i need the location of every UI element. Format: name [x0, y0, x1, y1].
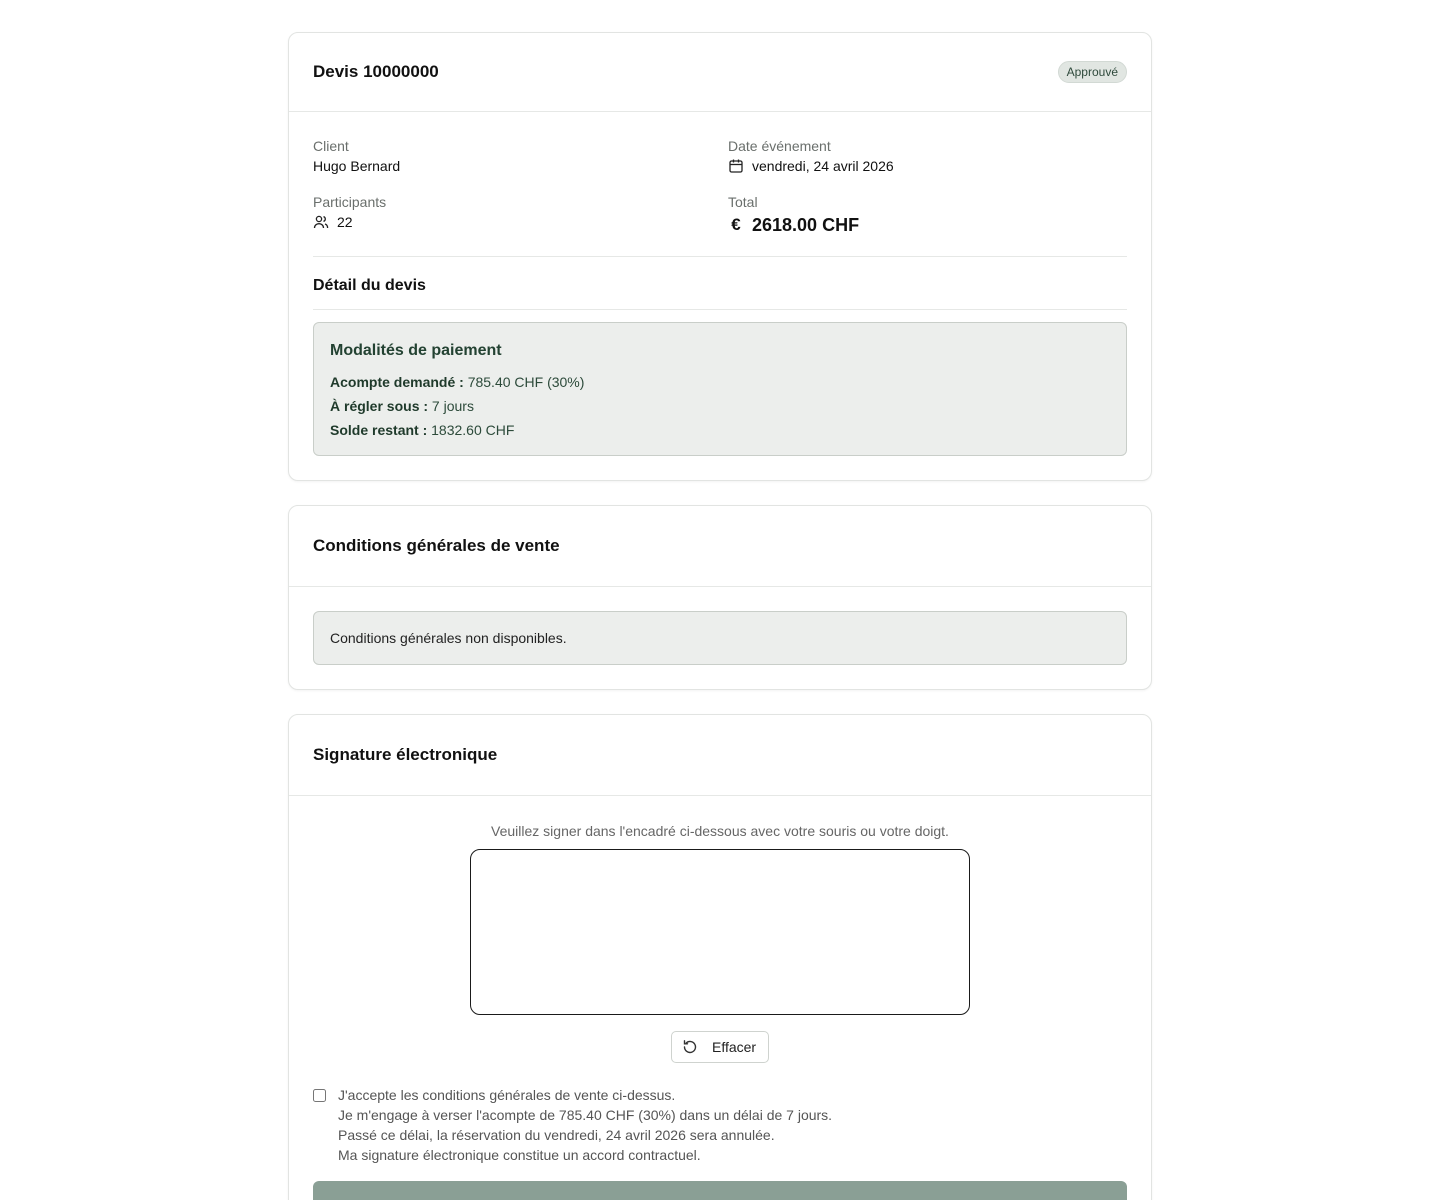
date-value-row [728, 157, 894, 175]
detail-title: Détail du devis [313, 257, 1127, 310]
status-badge: Approuvé [1058, 61, 1127, 83]
date-info [728, 137, 894, 175]
cgv-message: Conditions générales non disponibles. [313, 611, 1127, 665]
accept-line-3: Passé ce délai, la réservation du vendredi, 24 avril 2026 sera annulée. [338, 1127, 775, 1143]
client-label: Client [313, 138, 349, 154]
deposit-label: Acompte demandé : [330, 374, 464, 390]
balance-label: Solde restant : [330, 422, 428, 438]
cgv-title: Conditions générales de vente [313, 536, 560, 555]
total-info [728, 193, 859, 234]
accept-row [313, 1089, 1127, 1165]
quote-header [289, 33, 1151, 112]
calendar-icon [728, 158, 744, 174]
participants-info [313, 193, 386, 231]
deposit-line [330, 370, 1110, 394]
total-label: Total [728, 194, 758, 210]
due-line [330, 394, 1110, 418]
participants-value: 22 [337, 214, 353, 230]
cgv-card [288, 505, 1152, 690]
signature-card [288, 714, 1152, 1200]
signature-header [289, 715, 1151, 796]
client-value: Hugo Bernard [313, 158, 401, 174]
refresh-icon [682, 1039, 698, 1055]
signature-pad[interactable] [470, 849, 970, 1015]
balance-line [330, 418, 1110, 442]
participants-value-row [313, 213, 386, 231]
quote-card [288, 32, 1152, 481]
accept-line-1: J'accepte les conditions générales de vente ci-dessus. [338, 1087, 676, 1103]
balance-value: 1832.60 CHF [431, 422, 515, 438]
accept-checkbox[interactable] [313, 1089, 326, 1102]
signature-title: Signature électronique [313, 745, 498, 764]
client-info [313, 137, 400, 175]
payment-terms-box [313, 322, 1127, 456]
due-value: 7 jours [431, 398, 474, 414]
date-value: vendredi, 24 avril 2026 [752, 158, 894, 174]
euro-icon: € [731, 215, 741, 234]
clear-signature-button[interactable] [671, 1031, 769, 1063]
payment-title: Modalités de paiement [330, 342, 502, 359]
total-value: 2618.00 CHF [752, 215, 860, 235]
total-value-row [728, 216, 859, 234]
participants-label: Participants [313, 194, 387, 210]
quote-info-grid [313, 112, 1127, 257]
accept-text[interactable] [338, 1085, 832, 1165]
submit-button[interactable] [313, 1181, 1127, 1200]
deposit-value: 785.40 CHF (30%) [467, 374, 585, 390]
accept-line-2: Je m'engage à verser l'acompte de 785.40 CHF (30%) dans un délai de 7 jours. [338, 1107, 833, 1123]
cgv-header [289, 506, 1151, 587]
due-label: À régler sous : [330, 398, 429, 414]
signature-hint: Veuillez signer dans l'encadré ci-dessous avec votre souris ou votre doigt. [491, 823, 949, 839]
clear-button-label: Effacer [712, 1039, 757, 1055]
quote-title: Devis 10000000 [313, 62, 439, 81]
accept-line-4: Ma signature électronique constitue un accord contractuel. [338, 1147, 701, 1163]
date-label: Date événement [728, 138, 831, 154]
users-icon [313, 214, 329, 230]
